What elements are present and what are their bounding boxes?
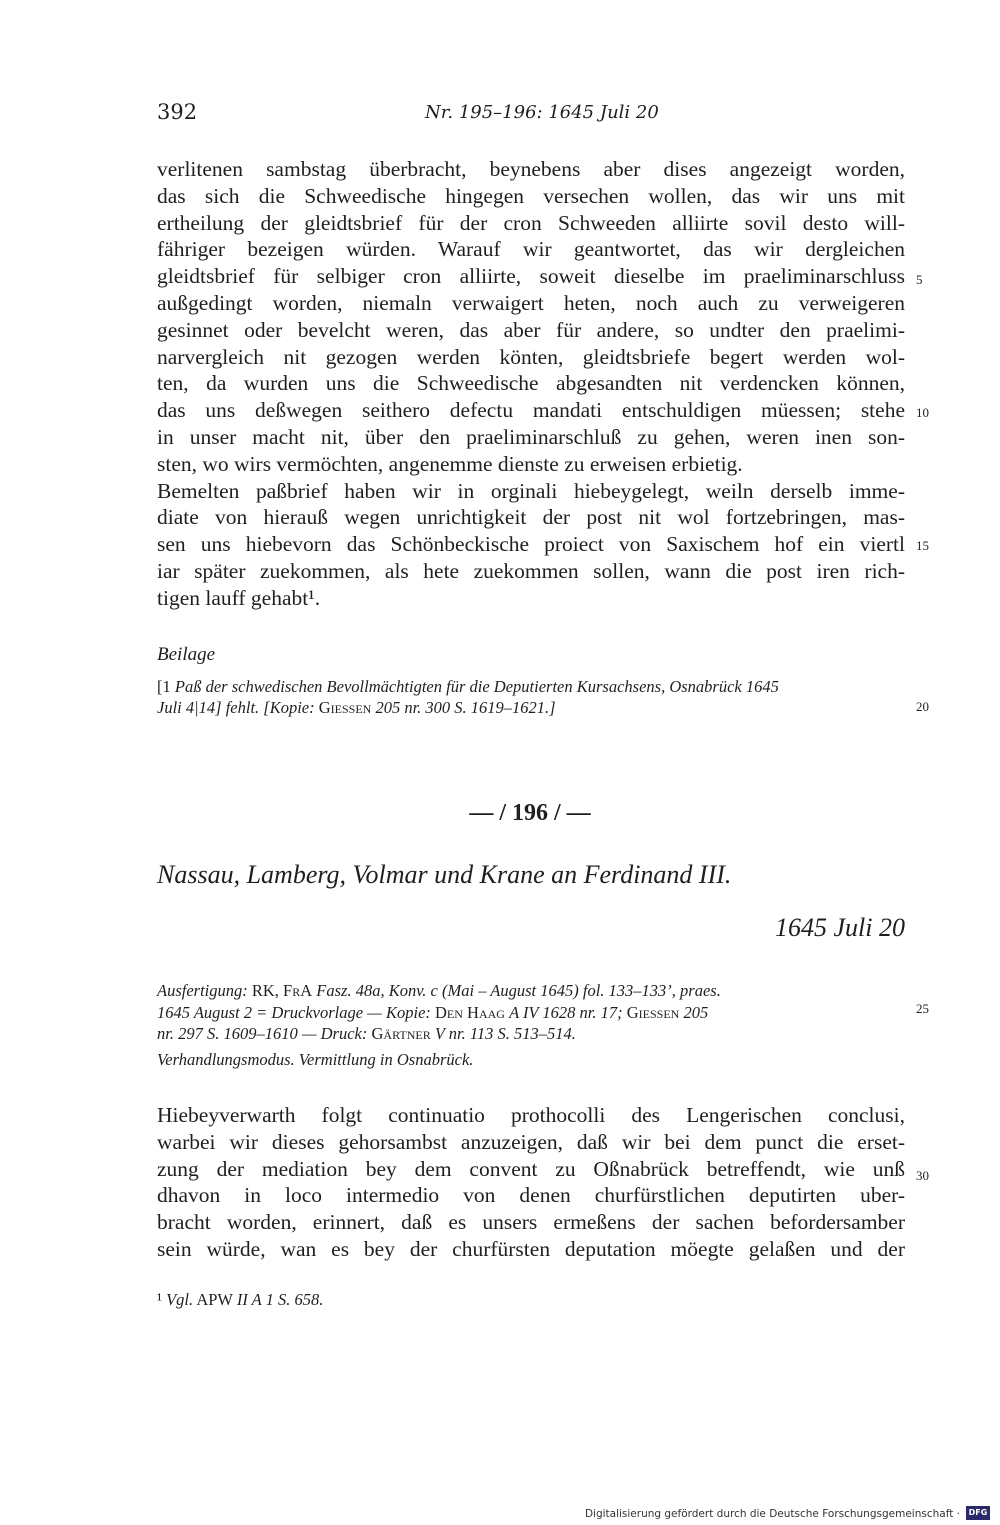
text-line: diate von hierauß wegen unrichtigkeit der post nit wol fortzebringen, mas- — [157, 505, 905, 530]
footnote-mark: ¹ — [157, 1290, 162, 1309]
text-line: ten, da wurden uns die Schweedische abgesandten nit verdencken können, — [157, 371, 905, 396]
text-line: zung der mediation bey dem convent zu Oßnabrück betreffendt, wie unß — [157, 1156, 905, 1181]
line-number: 30 — [916, 1168, 929, 1183]
text-line: sten, wo wirs vermöchten, angenemme dienste zu erweisen erbietig. — [157, 451, 743, 476]
text-line: außgedingt worden, niemaln verwaigert heten, noch auch zu verweigeren — [157, 290, 905, 315]
text-line: sen uns hiebevorn das Schönbeckische proiect von Saxischem hof ein viertl — [157, 532, 905, 557]
body-text-block-2 — [157, 1102, 905, 1263]
text-line: das uns deßwegen seithero defectu mandati entschuldigen müessen; stehe — [157, 398, 905, 423]
text-line: Hiebeyverwarth folgt continuatio prothocolli des Lengerischen conclusi, — [157, 1103, 905, 1127]
letter-date: 1645 Juli 20 — [775, 913, 905, 942]
running-head: Nr. 195–196: 1645 Juli 20 — [425, 102, 659, 123]
line-number: 5 — [916, 272, 923, 287]
source-line: 1645 August 2 = Druckvorlage — Kopie: Den Haag A IV 1628 nr. 17; Giessen 205 — [157, 1002, 709, 1022]
text-line: fähriger bezeigen würden. Warauf wir geantwortet, das wir dergleichen — [157, 237, 905, 262]
footnote-text: Vgl. — [166, 1290, 194, 1309]
page-number: 392 — [157, 100, 198, 124]
text-line: verlitenen sambstag überbracht, beynebens aber dises angezeigt worden, — [157, 157, 905, 181]
text-line: warbei wir dieses gehorsambst anzuzeigen, daß wir bei dem punct die erset- — [157, 1129, 905, 1154]
text-line: gleidtsbrief für selbiger cron alliirte, soweit dieselbe im praeliminarschluss — [157, 264, 905, 289]
dfg-logo-icon: DFG — [966, 1506, 990, 1520]
beilage-line: Juli 4|14] fehlt. [Kopie: Giessen 205 nr. 300 S. 1619–1621.] — [157, 698, 556, 717]
beilage-title: Beilage — [157, 644, 216, 665]
negotiation-mode: Verhandlungsmodus. Vermittlung in Osnabrück. — [157, 1050, 474, 1069]
page-header — [157, 100, 905, 130]
text-line: bracht worden, erinnert, daß es unsers ermeßens der sachen befordersamber — [157, 1210, 905, 1235]
line-number: 10 — [916, 405, 929, 420]
line-number: 15 — [916, 538, 929, 553]
line-number: 25 — [916, 1001, 929, 1016]
text-line: sein würde, wan es bey der churfürsten deputation möegte gelaßen und der — [157, 1236, 905, 1261]
source-line: nr. 297 S. 1609–1610 — Druck: Gärtner V nr. 113 S. 513–514. — [157, 1024, 576, 1043]
body-text-block-1 — [157, 156, 905, 612]
text-line: ertheilung der gleidtsbrief für der cron Schweeden alliirte sovil desto will- — [157, 210, 905, 235]
text-line: in unser macht nit, über den praeliminarschluß zu gehen, weren inen son- — [157, 424, 905, 449]
footnote-text: APW — [196, 1290, 233, 1309]
document-number: — / 196 / — — [469, 800, 591, 826]
text-line: narvergleich nit gezogen werden könten, gleidtsbriefe begert werden wol- — [157, 344, 905, 369]
source-line: Ausfertigung: RK, FrA Fasz. 48a, Konv. c (Mai – August 1645) fol. 133–133’, praes. — [157, 981, 721, 1000]
footnote — [157, 1290, 323, 1310]
beilage-text — [157, 676, 905, 718]
text-line: das sich die Schweedische hingegen versechen wollen, das wir uns mit — [157, 183, 905, 208]
text-line: iar später zuekommen, als hete zuekommen sollen, wann die post iren rich- — [157, 558, 905, 583]
source-note — [157, 980, 905, 1045]
line-number: 20 — [916, 699, 929, 714]
text-line: tigen lauff gehabt¹. — [157, 585, 321, 610]
digitization-credit: Digitalisierung gefördert durch die Deutsche Forschungsgemeinschaft · — [584, 1508, 960, 1520]
letter-heading: Nassau, Lamberg, Volmar und Krane an Ferdinand III. — [157, 860, 732, 889]
text-line: Bemelten paßbrief haben wir in orginali hiebeygelegt, weiln derselb imme- — [157, 478, 905, 503]
text-line: dhavon in loco intermedio von denen churfürstlichen deputirten uber- — [157, 1183, 905, 1208]
text-line: gesinnet oder bevelcht weren, das aber für andere, so undter den praelimi- — [157, 317, 905, 342]
beilage-line: [1 Paß der schwedischen Bevollmächtigten für die Deputierten Kursachsens, Osnabrück 1645 — [157, 677, 779, 696]
footnote-text: II A 1 S. 658. — [236, 1290, 324, 1309]
